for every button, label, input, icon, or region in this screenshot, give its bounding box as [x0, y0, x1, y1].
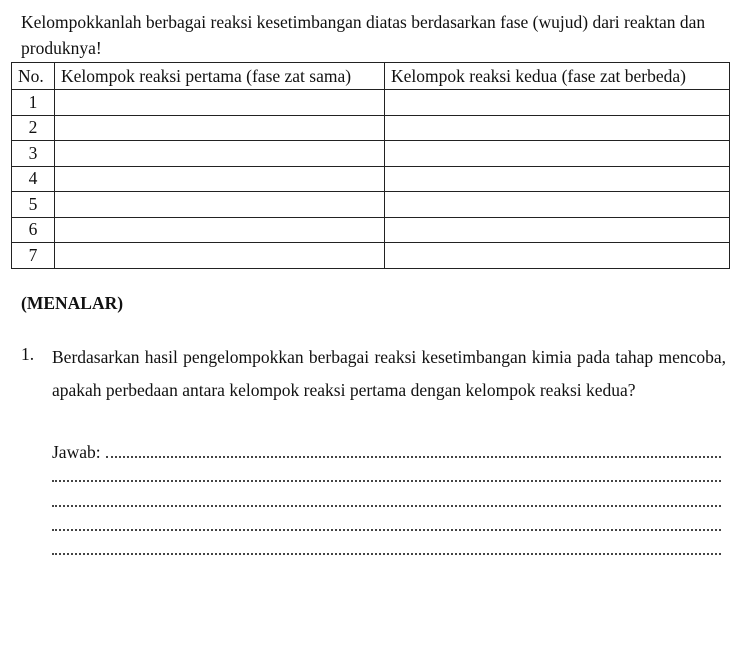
table-row — [12, 90, 730, 116]
answer-line[interactable] — [52, 505, 721, 507]
second-group-cell[interactable] — [385, 90, 730, 116]
row-number: 4 — [12, 166, 55, 192]
header-second-group: Kelompok reaksi kedua (fase zat berbeda) — [385, 63, 730, 90]
first-group-cell[interactable] — [55, 192, 385, 218]
question-number: 1. — [21, 344, 35, 364]
table-row — [12, 115, 730, 141]
first-group-cell[interactable] — [55, 115, 385, 141]
answer-line[interactable] — [106, 456, 721, 458]
table-row — [12, 166, 730, 192]
row-number: 6 — [12, 217, 55, 243]
answer-label: Jawab: — [52, 442, 101, 462]
grouping-table — [11, 62, 730, 269]
first-group-cell[interactable] — [55, 141, 385, 167]
second-group-cell[interactable] — [385, 192, 730, 218]
table-row — [12, 243, 730, 269]
table-header-row — [12, 63, 730, 90]
second-group-cell[interactable] — [385, 115, 730, 141]
table-row — [12, 141, 730, 167]
table-row — [12, 217, 730, 243]
section-heading: (MENALAR) — [21, 293, 124, 313]
row-number: 5 — [12, 192, 55, 218]
header-first-group: Kelompok reaksi pertama (fase zat sama) — [55, 63, 385, 90]
row-number: 1 — [12, 90, 55, 116]
first-group-cell[interactable] — [55, 243, 385, 269]
first-group-cell[interactable] — [55, 90, 385, 116]
second-group-cell[interactable] — [385, 141, 730, 167]
table-row — [12, 192, 730, 218]
question-text: Berdasarkan hasil pengelompokkan berbagai reaksi kesetimbangan kimia pada tahap mencoba, apakah perbedaan antara kelompok reaksi pertama dengan kelompok reaksi kedua? — [52, 347, 726, 400]
row-number: 3 — [12, 141, 55, 167]
instruction-text: Kelompokkanlah berbagai reaksi kesetimbangan diatas berdasarkan fase (wujud) dari reaktan dan produknya! — [21, 12, 706, 58]
second-group-cell[interactable] — [385, 217, 730, 243]
header-no: No. — [12, 63, 55, 90]
answer-line[interactable] — [52, 529, 721, 531]
answer-line[interactable] — [52, 480, 721, 482]
first-group-cell[interactable] — [55, 166, 385, 192]
first-group-cell[interactable] — [55, 217, 385, 243]
row-number: 7 — [12, 243, 55, 269]
second-group-cell[interactable] — [385, 243, 730, 269]
second-group-cell[interactable] — [385, 166, 730, 192]
row-number: 2 — [12, 115, 55, 141]
answer-line[interactable] — [52, 553, 721, 555]
